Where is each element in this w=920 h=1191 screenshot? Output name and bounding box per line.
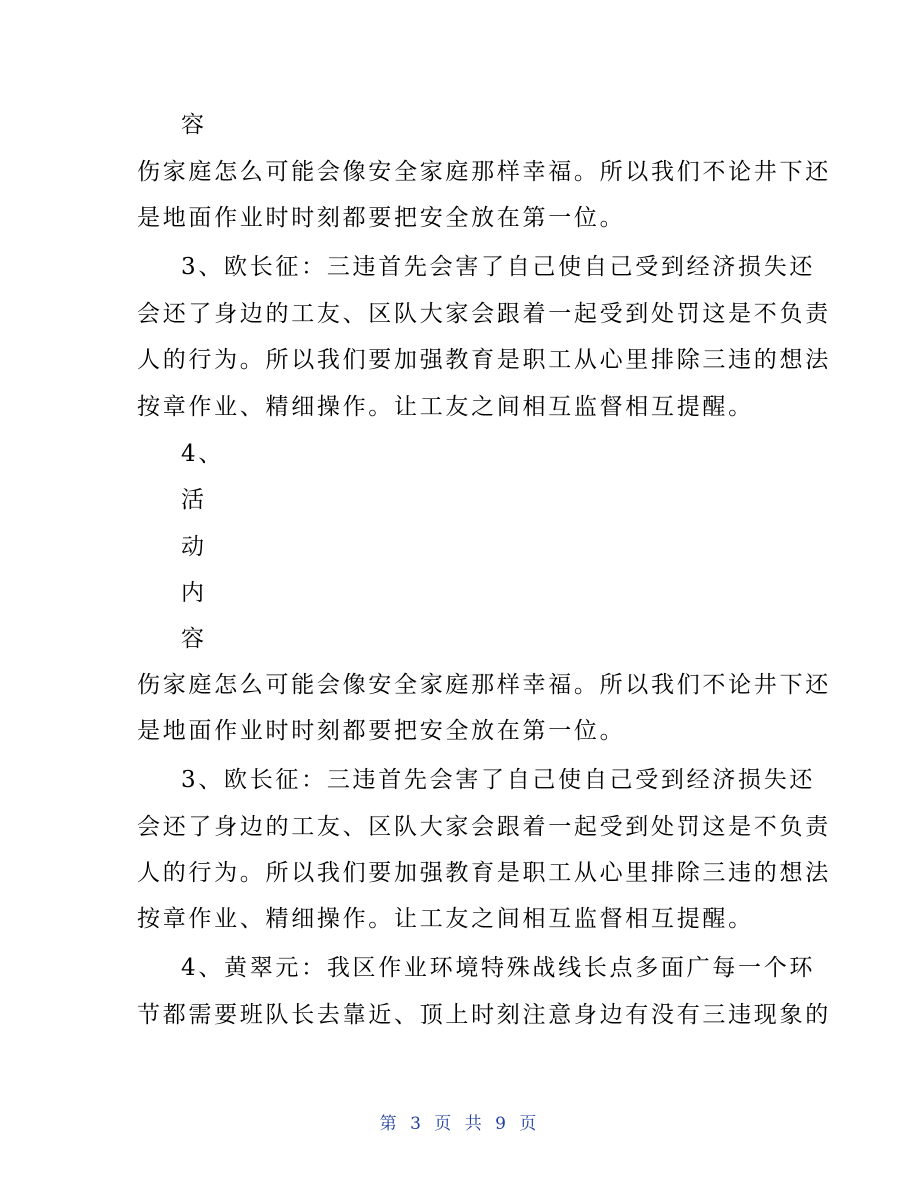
body-line-12: 容 [181, 626, 207, 652]
body-line-14: 是地面作业时时刻都要把安全放在第一位。 [137, 718, 626, 744]
body-line-5: 会还了身边的工友、区队大家会跟着一起受到处罚这是不负责 [137, 301, 831, 327]
body-line-16: 会还了身边的工友、区队大家会跟着一起受到处罚这是不负责 [137, 814, 831, 840]
body-line-17: 人的行为。所以我们要加强教育是职工从心里排除三违的想法 [137, 860, 831, 886]
body-line-9: 活 [181, 487, 207, 513]
body-line-8: 4、 [181, 441, 225, 467]
body-line-18: 按章作业、精细操作。让工友之间相互监督相互提醒。 [137, 906, 754, 932]
body-line-4: 3、欧长征：三违首先会害了自己使自己受到经济损失还 [181, 254, 816, 280]
body-line-11: 内 [181, 580, 207, 606]
body-line-7: 按章作业、精细操作。让工友之间相互监督相互提醒。 [137, 394, 754, 420]
body-line-19: 4、黄翠元：我区作业环境特殊战线长点多面广每一个环 [181, 955, 816, 981]
body-line-6: 人的行为。所以我们要加强教育是职工从心里排除三违的想法 [137, 347, 831, 373]
body-line-3: 是地面作业时时刻都要把安全放在第一位。 [137, 205, 626, 231]
body-line-1: 容 [181, 112, 207, 138]
body-line-20: 节都需要班队长去靠近、顶上时刻注意身边有没有三违现象的 [137, 1002, 831, 1028]
body-line-13: 伤家庭怎么可能会像安全家庭那样幸福。所以我们不论井下还 [137, 672, 831, 698]
body-line-10: 动 [181, 534, 207, 560]
body-line-15: 3、欧长征：三违首先会害了自己使自己受到经济损失还 [181, 767, 816, 793]
page-number-footer: 第 3 页 共 9 页 [379, 1114, 541, 1134]
body-line-2: 伤家庭怎么可能会像安全家庭那样幸福。所以我们不论井下还 [137, 159, 831, 185]
